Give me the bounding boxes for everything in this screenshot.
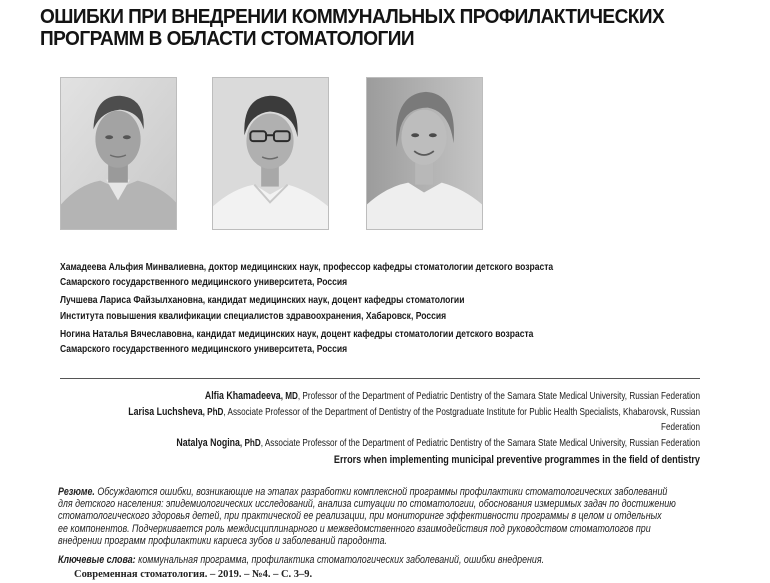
author-en-entry (92, 405, 700, 436)
portrait-image (61, 78, 176, 229)
author-ru-affiliation: , кандидат медицинских наук, доцент кафедры стоматологии детского возраста (191, 328, 534, 340)
author-ru-name: Ногина Наталья Вячеславовна (60, 328, 192, 340)
author-en-degree: , PhD (202, 406, 224, 418)
abstract-line: Обсуждаются ошибки, возникающие на этапах разработки комплексной программы профилактики стоматологических заболеваний (94, 486, 668, 498)
author-en-affiliation: , Associate Professor of the Department of Dentistry of the Postgraduate Institute for Public Health Specialists, Khabarovsk, Russian Federation (223, 406, 700, 433)
author-photo-khamadeeva (60, 77, 177, 230)
section-divider (60, 378, 700, 379)
keywords-label: Ключевые слова: (58, 554, 136, 566)
author-en-affiliation: , Associate Professor of the Department of Pediatric Dentistry of the Samara State Medical University, Russian Federation (260, 437, 700, 449)
abstract-line: ее компонентов. Подчеркивается роль междисциплинарного и межведомственного взаимодействия под руководством стоматологов при (58, 522, 651, 535)
keywords (58, 554, 705, 566)
author-ru-affiliation-cont: Самарского государственного медицинского университета, Россия (60, 277, 348, 289)
author-en-name: Alfia Khamadeeva (204, 390, 281, 402)
abstract (58, 486, 705, 547)
author-en-degree: , PhD (239, 437, 261, 449)
author-ru-entry (60, 260, 665, 290)
abstract-line: для детского населения: эпидемиологических исследований, анализа ситуации по стоматологии, обоснования измеримых задач по достижению (58, 498, 676, 511)
abstract-line: внедрении программ профилактики кариеса зубов и заболеваний пародонта. (58, 534, 388, 547)
author-en-degree: , MD (280, 391, 298, 402)
keywords-text: коммунальная программа, профилактика стоматологических заболеваний, ошибки внедрения. (135, 554, 545, 566)
author-photo-nogina (366, 77, 483, 230)
abstract-line: стоматологического здоровья детей, при практической ее реализации, при мониторинге эффективности программы в целом и отдельных (58, 510, 662, 523)
author-en-entry (92, 389, 700, 405)
author-ru-name: Хамадеева Альфия Минвалиевна (60, 262, 204, 273)
article-title-line-1: ОШИБКИ ПРИ ВНЕДРЕНИИ КОММУНАЛЬНЫХ ПРОФИЛАКТИЧЕСКИХ (40, 5, 665, 28)
author-ru-entry (60, 327, 665, 357)
author-en-entry (92, 436, 700, 452)
article-title-line-2: ПРОГРАММ В ОБЛАСТИ СТОМАТОЛОГИИ (40, 27, 415, 50)
portrait-image (213, 78, 328, 229)
portrait-image (367, 78, 482, 229)
author-en-name: Larisa Luchsheva (128, 405, 203, 418)
author-ru-affiliation-cont: Самарского государственного медицинского университета, Россия (60, 344, 348, 356)
authors-ru-list (60, 260, 665, 360)
author-ru-entry (60, 293, 665, 323)
author-ru-affiliation-cont: Института повышения квалификации специалистов здравоохранения, Хабаровск, Россия (60, 310, 447, 322)
article-title-en: Errors when implementing municipal preventive programmes in the field of dentistry (333, 454, 700, 466)
author-ru-affiliation: , доктор медицинских наук, профессор кафедры стоматологии детского возраста (203, 262, 554, 273)
abstract-label: Резюме. (58, 486, 95, 498)
author-ru-name: Лучшева Лариса Файзылхановна (60, 295, 203, 307)
authors-en-list (92, 389, 700, 469)
author-en-name: Natalya Nogina (176, 436, 240, 449)
author-en-affiliation: , Professor of the Department of Pediatric Dentistry of the Samara State Medical University, Russian Federation (297, 391, 700, 402)
author-photo-luchsheva (212, 77, 329, 230)
article-title (40, 6, 691, 50)
journal-citation: Современная стоматология. – 2019. – №4. – С. 3–9. (74, 569, 313, 580)
author-ru-affiliation: , кандидат медицинских наук, доцент кафедры стоматологии (202, 295, 465, 307)
